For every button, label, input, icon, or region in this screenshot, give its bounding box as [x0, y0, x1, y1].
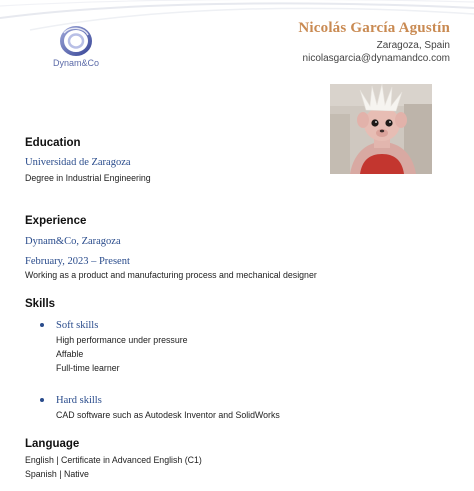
education-school: Universidad de Zaragoza [25, 157, 131, 168]
hard-skills-label: Hard skills [56, 395, 102, 406]
skills-heading: Skills [25, 298, 56, 310]
soft-skills-label: Soft skills [56, 320, 99, 331]
logo-swirl-icon [58, 24, 94, 58]
experience-heading: Experience [25, 215, 87, 227]
hard-skill-item: CAD software such as Autodesk Inventor and SolidWorks [56, 410, 280, 420]
person-name: Nicolás García Agustín [298, 20, 450, 36]
bullet-icon [40, 323, 44, 327]
person-location: Zaragoza, Spain [376, 40, 450, 51]
experience-description: Working as a product and manufacturing process and mechanical designer [25, 270, 317, 280]
language-heading: Language [25, 438, 80, 450]
logo-text: Dynam&Co [52, 58, 99, 68]
hard-skills-heading [40, 395, 102, 406]
language-item: Spanish | Native [25, 469, 89, 479]
soft-skill-item: High performance under pressure [56, 335, 188, 345]
profile-photo-illustration [330, 84, 432, 174]
education-heading: Education [25, 137, 81, 149]
experience-period: February, 2023 – Present [25, 256, 130, 267]
contact-block [298, 20, 450, 64]
person-email: nicolasgarcia@dynamandco.com [302, 53, 450, 64]
bullet-icon [40, 398, 44, 402]
experience-company: Dynam&Co, Zaragoza [25, 236, 121, 247]
education-degree: Degree in Industrial Engineering [25, 173, 151, 183]
soft-skills-heading [40, 320, 98, 331]
soft-skill-item: Affable [56, 349, 84, 359]
profile-photo [330, 84, 432, 174]
language-item: English | Certificate in Advanced English (C1) [25, 455, 202, 465]
company-logo [48, 24, 104, 70]
soft-skill-item: Full-time learner [56, 363, 120, 373]
